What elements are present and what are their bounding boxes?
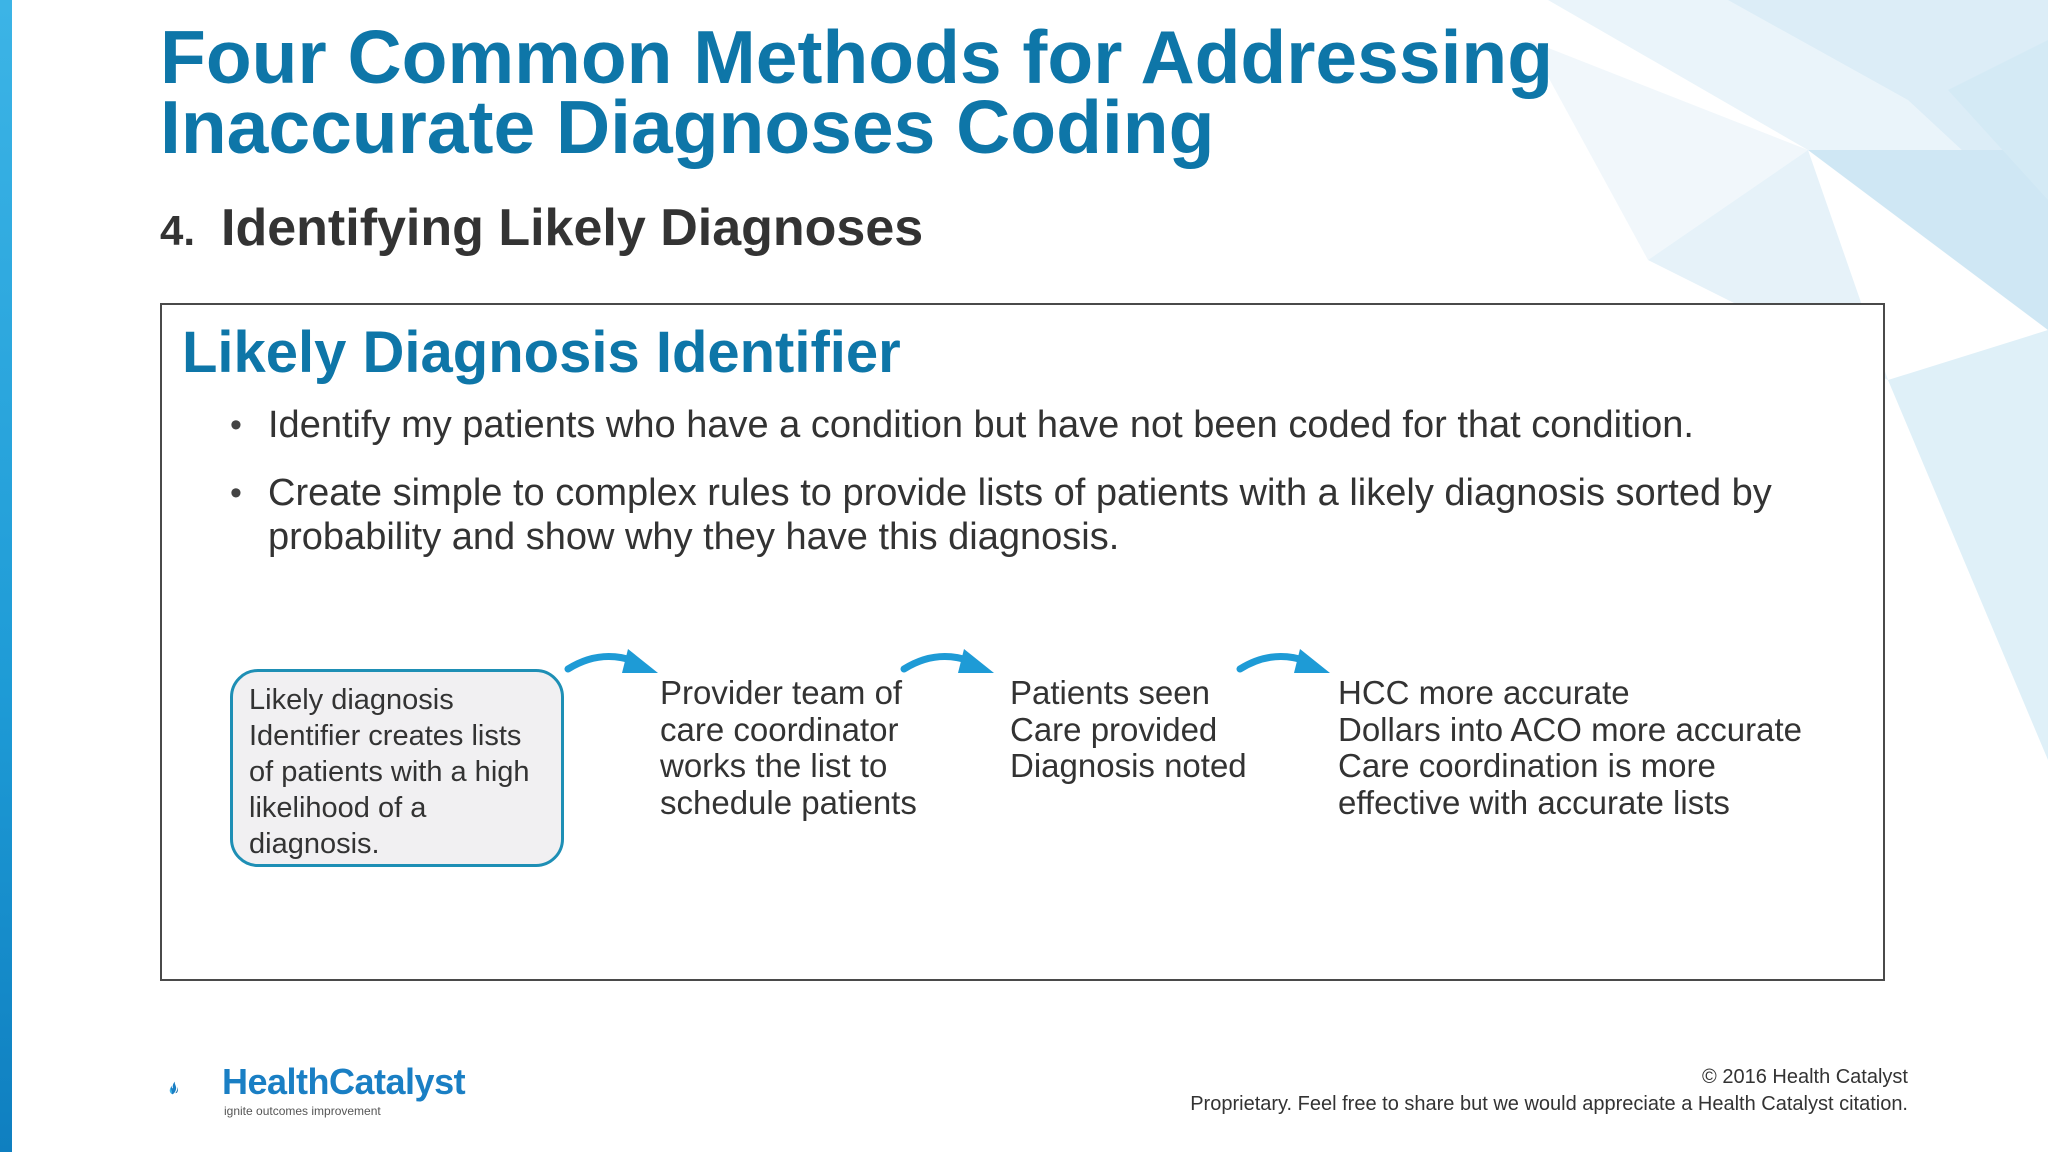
copyright-text: © 2016 Health Catalyst — [1702, 1066, 1908, 1088]
logo-wordmark: HealthCatalyst — [222, 1061, 466, 1102]
flow-step-box: Likely diagnosis Identifier creates lists of patients with a high likelihood of a diagnosis. — [230, 669, 564, 867]
flow-step-patients-seen: Patients seen Care provided Diagnosis noted — [1010, 674, 1247, 784]
flame-icon — [168, 1054, 228, 1122]
logo-tagline: ignite outcomes improvement — [224, 1104, 381, 1118]
flow-step-provider-team: Provider team of care coordinator works the list to schedule patients — [660, 674, 917, 821]
section-number: 4. — [160, 207, 196, 254]
panel-title: Likely Diagnosis Identifier — [182, 320, 901, 385]
section-subtitle-text: Identifying Likely Diagnoses — [221, 199, 924, 257]
bullet-list — [230, 403, 1850, 583]
flow-step-outcomes: HCC more accurate Dollars into ACO more accurate Care coordination is more effective with accurate lists — [1338, 674, 1803, 821]
proprietary-notice: Proprietary. Feel free to share but we would appreciate a Health Catalyst citation. — [1190, 1093, 1908, 1115]
content-panel — [160, 303, 1885, 981]
curved-arrow-right-icon — [1234, 643, 1334, 683]
bullet-icon: • — [230, 474, 242, 512]
bullet-icon: • — [230, 406, 242, 444]
section-subtitle — [160, 196, 923, 263]
curved-arrow-right-icon — [898, 643, 998, 683]
curved-arrow-right-icon — [562, 643, 662, 683]
bullet-item — [230, 403, 1850, 447]
bullet-text: Create simple to complex rules to provide lists of patients with a likely diagnosis sorted by probability and show why they have this diagnosis. — [268, 472, 1772, 558]
left-accent-bar — [0, 0, 12, 1152]
bullet-item — [230, 471, 1850, 559]
footer-copyright — [1190, 1064, 1908, 1118]
bullet-text: Identify my patients who have a condition but have not been coded for that condition. — [268, 404, 1694, 446]
slide-title: Four Common Methods for Addressing Inaccurate Diagnoses Coding — [160, 15, 1554, 169]
